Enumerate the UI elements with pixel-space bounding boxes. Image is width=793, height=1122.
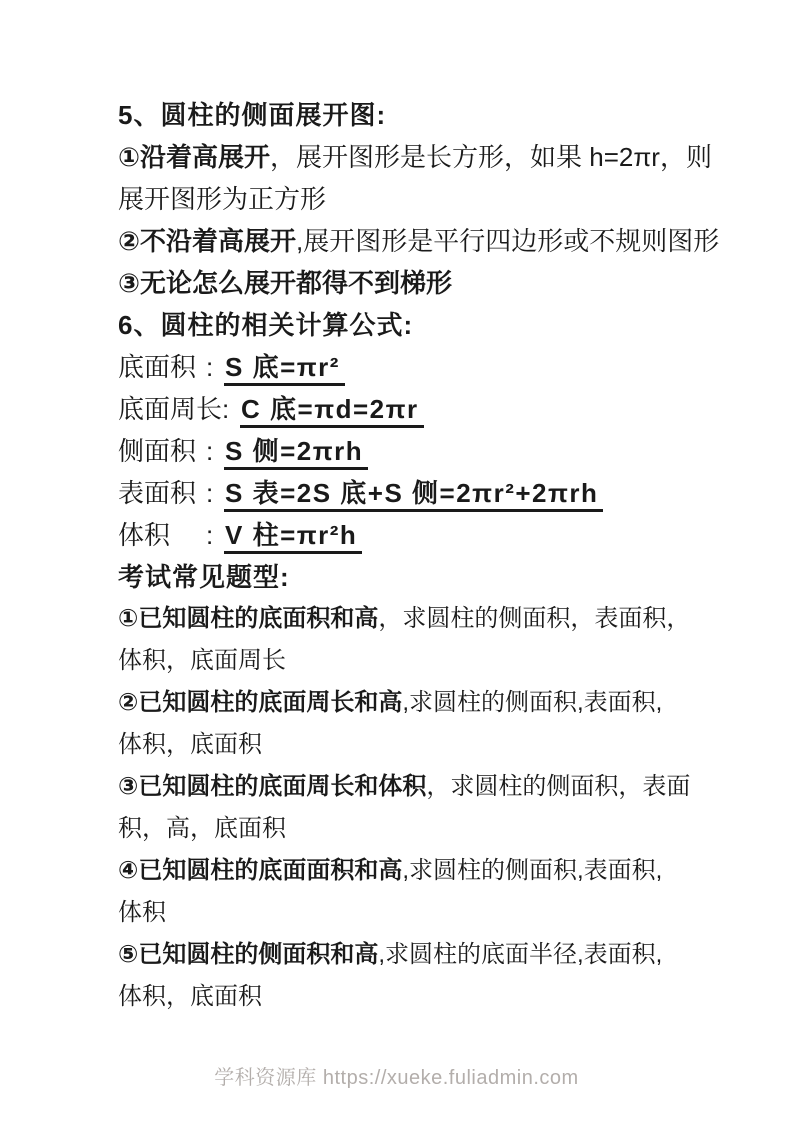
point-1-line-2-seg-0: 展开图形为正方形: [118, 184, 327, 214]
exam-1-line-2: [118, 640, 718, 682]
exam-4-line-2-seg-0: 体积: [118, 899, 166, 926]
exam-3-line-1-seg-0: ③已知圆柱的底面周长和体积: [118, 773, 427, 800]
point-2: [118, 220, 718, 262]
document-lines: [118, 94, 718, 1018]
point-1-line-2: [118, 178, 718, 220]
exam-4-line-1-seg-1: ,求圆柱的侧面积,表面积,: [402, 857, 663, 884]
point-1-line-1: [118, 136, 718, 178]
formula-base-area: [118, 346, 718, 388]
exam-4-line-1: [118, 850, 718, 892]
formula-volume: [118, 514, 718, 556]
exam-3-line-2: [118, 808, 718, 850]
point-3: [118, 262, 718, 304]
point-1-line-1-seg-0: ①沿着高展开: [118, 142, 271, 172]
formula-surface-area-text: S 表=2S 底+S 侧=2πr²+2πrh: [224, 478, 603, 512]
formula-base-area-label: 底面积: [118, 352, 197, 382]
formula-base-area-colon: :: [206, 352, 214, 382]
point-3-seg-0: ③无论怎么展开都得不到梯形: [118, 268, 453, 298]
formula-lateral-area-colon: :: [206, 436, 214, 466]
formula-volume-colon: :: [206, 520, 214, 550]
formula-surface-area-colon: :: [206, 478, 214, 508]
section-6-heading: [118, 304, 718, 346]
formula-base-circumference: [118, 388, 718, 430]
footer-watermark-text: 学科资源库 https://xueke.fuliadmin.com: [214, 1067, 579, 1089]
section-5-heading: [118, 94, 718, 136]
exam-3-line-2-seg-0: 积，高，底面积: [118, 815, 286, 842]
point-2-seg-0: ②不沿着高展开: [118, 226, 297, 256]
exam-5-line-2: [118, 976, 718, 1018]
exam-4-line-2: [118, 892, 718, 934]
section-6-heading-seg-0: 6、圆柱的相关计算公式:: [118, 310, 414, 340]
exam-1-line-2-seg-0: 体积，底面周长: [118, 647, 286, 674]
exam-5-line-1-seg-0: ⑤已知圆柱的侧面积和高: [118, 941, 379, 968]
exam-2-line-2-seg-0: 体积，底面积: [118, 731, 262, 758]
exam-2-line-2: [118, 724, 718, 766]
exam-5-line-1-seg-1: ,求圆柱的底面半径,表面积,: [378, 941, 663, 968]
section-5-heading-seg-0: 5、圆柱的侧面展开图:: [118, 100, 387, 130]
exam-1-line-1: [118, 598, 718, 640]
exam-1-line-1-seg-1: ，求圆柱的侧面积，表面积，: [378, 605, 691, 632]
exam-5-line-1: [118, 934, 718, 976]
formula-base-area-text: S 底=πr²: [224, 352, 345, 386]
exam-3-line-1: [118, 766, 718, 808]
formula-surface-area: [118, 472, 718, 514]
exam-types-heading-seg-0: 考试常见题型:: [118, 562, 290, 592]
exam-2-line-1: [118, 682, 718, 724]
exam-types-heading: [118, 556, 718, 598]
formula-base-circumference-text: C 底=πd=2πr: [240, 394, 424, 428]
formula-lateral-area-text: S 侧=2πrh: [224, 436, 368, 470]
point-2-seg-1: ,展开图形是平行四边形或不规则图形: [296, 226, 720, 256]
exam-3-line-1-seg-1: ，求圆柱的侧面积，表面: [426, 773, 691, 800]
formula-lateral-area: [118, 430, 718, 472]
exam-1-line-1-seg-0: ①已知圆柱的底面积和高: [118, 605, 379, 632]
formula-lateral-area-label: 侧面积: [118, 436, 197, 466]
exam-2-line-1-seg-0: ②已知圆柱的底面周长和高: [118, 689, 403, 716]
page-footer: [0, 1064, 793, 1092]
formula-base-circumference-colon: :: [222, 394, 230, 424]
formula-volume-label: 体积: [118, 520, 171, 550]
exam-2-line-1-seg-1: ,求圆柱的侧面积,表面积,: [402, 689, 663, 716]
formula-surface-area-label: 表面积: [118, 478, 197, 508]
exam-5-line-2-seg-0: 体积，底面积: [118, 983, 262, 1010]
formula-volume-text: V 柱=πr²h: [224, 520, 362, 554]
exam-4-line-1-seg-0: ④已知圆柱的底面面积和高: [118, 857, 403, 884]
formula-base-circumference-label: 底面周长: [118, 394, 223, 424]
point-1-line-1-seg-1: ，展开图形是长方形，如果 h=2πr，则: [270, 142, 712, 172]
